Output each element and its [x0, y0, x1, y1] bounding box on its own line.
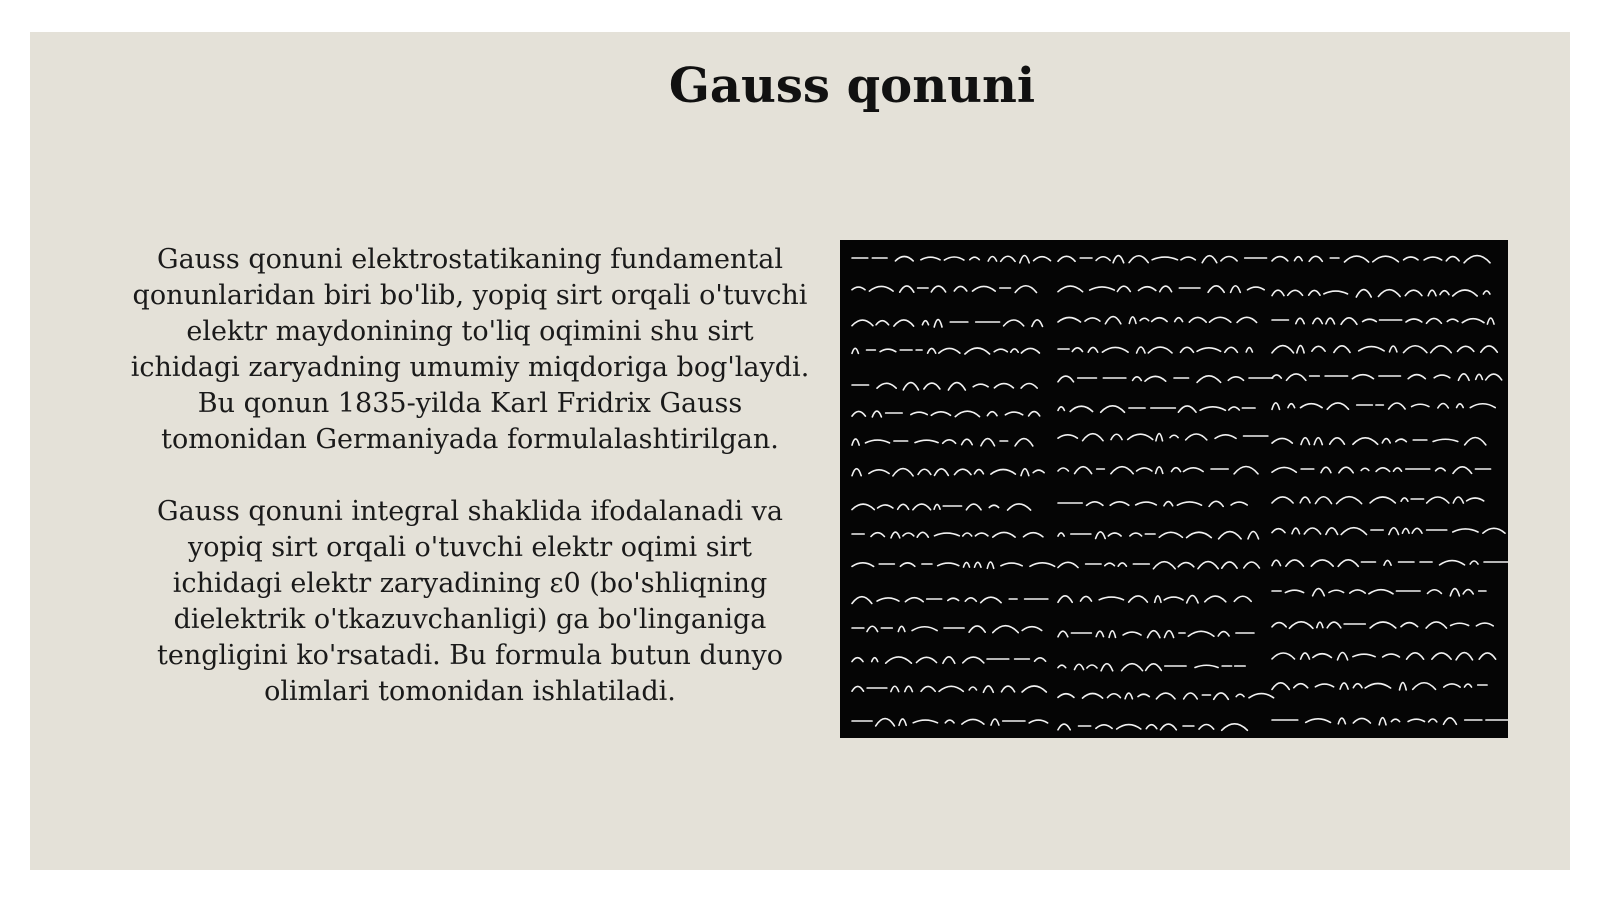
paragraph-definition: Gauss qonuni elektrostatikaning fundamental qonunlaridan biri bo'lib, yopiq sirt orqali o'tuvchi elektr maydonining to'liq oqimini shu sirt ichidagi zaryadning umumiy miqdoriga bog'laydi. Bu qonun 1835-yilda Karl Fridrix Gauss tomonidan Germaniyada formulalashtirilgan.	[130, 244, 810, 455]
slide-body	[130, 242, 810, 746]
math-formulas-image	[840, 240, 1508, 738]
paragraph-integral-form: Gauss qonuni integral shaklida ifodalanadi va yopiq sirt orqali o'tuvchi elektr oqimi sirt ichidagi elektr zaryadining ε0 (bo'shliqning dielektrik o'tkazuvchanligi) ga bo'linganiga tengligini ko'rsatadi. Bu formula butun dunyo olimlari tomonidan ishlatiladi.	[157, 496, 783, 707]
math-formulas-blackboard-image-icon	[840, 240, 1508, 738]
slide-title: Gauss qonuni	[668, 58, 1036, 114]
slide	[30, 32, 1570, 870]
